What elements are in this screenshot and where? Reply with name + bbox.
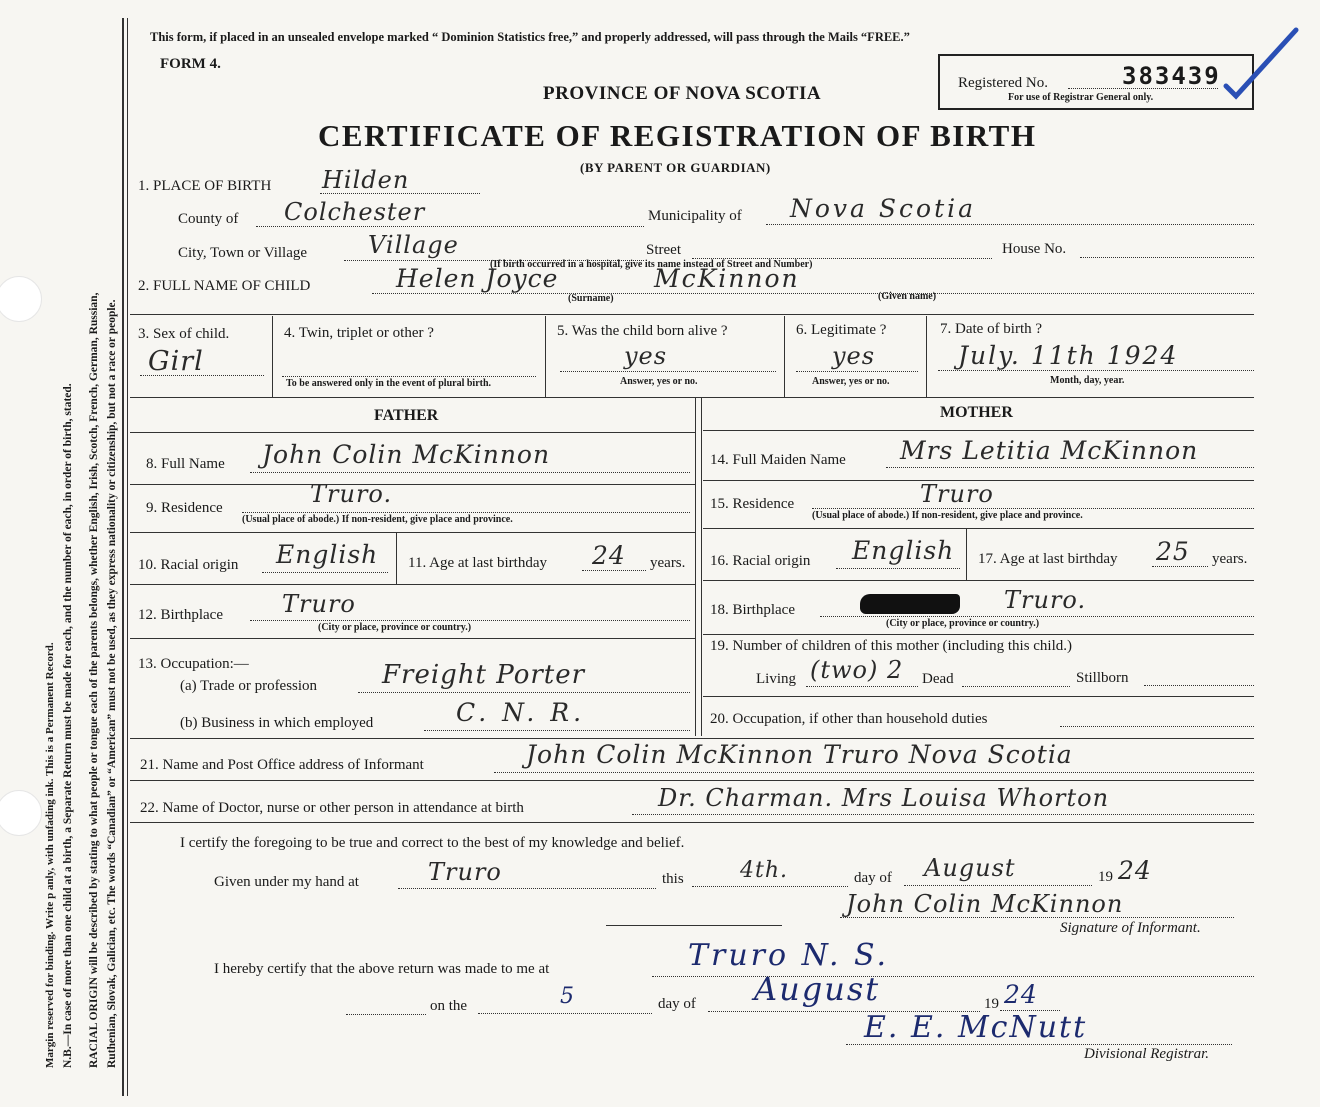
rule-child-2 <box>545 316 546 398</box>
registrar-month-value: August <box>754 970 881 1008</box>
rule-mother-6 <box>703 696 1254 697</box>
mother-birthplace-note: (City or place, province or country.) <box>886 618 1040 629</box>
rule-father-1 <box>130 432 695 433</box>
father-occupation-label: 13. Occupation:— <box>138 656 249 672</box>
born-alive-line <box>560 371 776 372</box>
doctor-line <box>632 814 1254 815</box>
father-residence-note: (Usual place of abode.) If non-resident, give place and province. <box>242 514 513 525</box>
registrar-signature-line <box>846 1044 1232 1045</box>
registrar-text: I hereby certify that the above return was made to me at <box>214 961 550 977</box>
informant-line <box>494 772 1254 773</box>
dob-label: 7. Date of birth ? <box>940 321 1043 337</box>
given-name-note: (Given name) <box>878 291 937 302</box>
dead-label: Dead <box>922 671 954 687</box>
stillborn-label: Stillborn <box>1076 670 1129 686</box>
city-label: City, Town or Village <box>178 245 308 261</box>
child-name-label: 2. FULL NAME OF CHILD <box>138 278 311 294</box>
rule-mother-3 <box>703 528 1254 529</box>
given-label: Given under my hand at <box>214 874 359 890</box>
mail-notice: This form, if placed in an unsealed envelope marked “ Dominion Statistics free,” and properly addressed, will pass through the Mails “FREE.” <box>150 30 910 44</box>
informant-label: 21. Name and Post Office address of Informant <box>140 757 424 773</box>
sex-value: Girl <box>148 346 204 377</box>
signature-rule-left <box>606 925 782 926</box>
father-race-label: 10. Racial origin <box>138 557 239 573</box>
father-birthplace-value: Truro <box>282 590 356 618</box>
given-place-value: Truro <box>428 858 502 886</box>
father-trade-value: Freight Porter <box>382 660 586 690</box>
mother-age-value: 25 <box>1156 537 1190 566</box>
margin-note-2: N.B.—In case of more than one child at a birth, a Separate Return must be made for each, and the number of each, in order of birth, stated. <box>62 383 74 1068</box>
registrar-place-value: Truro N. S. <box>688 938 890 973</box>
mother-occupation-label: 20. Occupation, if other than household duties <box>710 711 988 727</box>
municipality-label: Municipality of <box>648 208 742 224</box>
margin-note-4: Ruthenian, Slovak, Galician, etc. The words “Canadian” or “American” must not be used, as they express nationality or citizenship, but not a race or people. <box>106 299 118 1068</box>
rule-informant-bottom <box>130 780 1254 781</box>
given-dayof-label: day of <box>854 870 892 886</box>
rule-center-a <box>695 398 696 736</box>
margin-rule-outer <box>122 18 124 1096</box>
mother-occupation-line <box>1060 726 1254 727</box>
form-number: FORM 4. <box>160 56 221 72</box>
margin-note-1: Margin reserved for binding. Write p anly, with unfading ink. This is a Permanent Record. <box>44 642 56 1068</box>
father-years-label: years. <box>650 555 686 571</box>
father-name-label: 8. Full Name <box>146 456 225 472</box>
father-name-line <box>250 472 690 473</box>
registrar-on-label: on the <box>430 998 468 1014</box>
given-year-value: 24 <box>1118 856 1152 885</box>
father-trade-line <box>358 692 690 693</box>
father-business-line <box>424 730 690 731</box>
mother-birthplace-label: 18. Birthplace <box>710 602 795 618</box>
rule-child-1 <box>272 316 273 398</box>
place-of-birth-line <box>320 193 480 194</box>
rule-mother-4 <box>703 580 1254 581</box>
father-age-line <box>582 570 646 571</box>
rule-father-3 <box>130 532 695 533</box>
informant-value: John Colin McKinnon Truro Nova Scotia <box>526 740 1073 769</box>
living-line <box>806 686 918 687</box>
check-mark-icon <box>1222 24 1302 104</box>
registrar-signature-label: Divisional Registrar. <box>1084 1046 1210 1062</box>
mother-residence-note: (Usual place of abode.) If non-resident, give place and province. <box>812 510 1083 521</box>
sex-label: 3. Sex of child. <box>138 326 230 342</box>
registrar-note: For use of Registrar General only. <box>1008 92 1154 103</box>
twin-label: 4. Twin, triplet or other ? <box>284 325 434 341</box>
informant-signature-label: Signature of Informant. <box>1060 920 1201 936</box>
rule-child-3 <box>784 316 785 398</box>
father-race-value: English <box>276 540 379 569</box>
county-value: Colchester <box>284 198 426 226</box>
given-month-line <box>904 885 1092 886</box>
legitimate-note: Answer, yes or no. <box>812 376 890 387</box>
given-day-line <box>692 886 848 887</box>
page-subtitle: (BY PARENT OR GUARDIAN) <box>580 160 771 175</box>
province-heading: PROVINCE OF NOVA SCOTIA <box>543 83 822 104</box>
municipality-line <box>766 224 1254 225</box>
legitimate-value: yes <box>832 342 876 370</box>
mother-race-value: English <box>852 536 955 565</box>
mother-residence-value: Truro <box>920 480 994 508</box>
child-surname: McKinnon <box>654 264 800 293</box>
born-alive-label: 5. Was the child born alive ? <box>557 323 728 339</box>
given-year-prefix: 19 <box>1098 869 1113 885</box>
given-this-label: this <box>662 871 684 887</box>
place-of-birth-value: Hilden <box>322 166 410 194</box>
rule-mother-5 <box>703 634 1254 635</box>
given-day-value: 4th. <box>740 858 788 883</box>
rule-center-b <box>701 398 702 736</box>
county-line <box>256 226 644 227</box>
mother-age-label: 17. Age at last birthday <box>978 551 1118 567</box>
registrar-day-value: 5 <box>560 984 575 1009</box>
father-heading: FATHER <box>374 407 439 424</box>
registered-number: 383439 <box>1122 62 1221 90</box>
county-label: County of <box>178 211 239 227</box>
hospital-note: (If birth occurred in a hospital, give its name instead of Street and Number) <box>490 259 813 270</box>
father-residence-label: 9. Residence <box>146 500 223 516</box>
registrar-on-line-left <box>346 1014 426 1015</box>
city-value: Village <box>368 231 459 259</box>
children-count-label: 19. Number of children of this mother (including this child.) <box>710 638 1073 654</box>
rule-father-2 <box>130 484 695 485</box>
registrar-place-line <box>652 976 1254 977</box>
father-birthplace-label: 12. Birthplace <box>138 607 223 623</box>
father-name-value: John Colin McKinnon <box>262 440 551 469</box>
dob-value: July. 11th 1924 <box>958 341 1179 370</box>
registrar-dayof-label: day of <box>658 996 696 1012</box>
binding-hole-top <box>0 276 42 322</box>
living-label: Living <box>756 671 796 687</box>
child-name-line <box>372 293 1254 294</box>
margin-note-3: RACIAL ORIGIN will be described by stating to what people or tongue each of the parents belongs, whether English, Irish, Scotch, French, German, Russian, <box>88 292 100 1068</box>
legitimate-line <box>796 371 918 372</box>
surname-note: (Surname) <box>568 293 614 304</box>
twin-line <box>282 376 536 377</box>
rule-father-5 <box>130 638 695 639</box>
father-business-value: C. N. R. <box>456 698 586 727</box>
father-residence-line <box>242 512 690 513</box>
mother-race-label: 16. Racial origin <box>710 553 811 569</box>
house-line <box>1080 257 1254 258</box>
mother-birthplace-line <box>820 616 1254 617</box>
father-business-label: (b) Business in which employed <box>180 715 374 731</box>
given-place-line <box>398 888 656 889</box>
house-label: House No. <box>1002 241 1067 257</box>
child-given-name: Helen Joyce <box>396 264 559 293</box>
rule-mother-1 <box>703 430 1254 431</box>
certify-text: I certify the foregoing to be true and correct to the best of my knowledge and belief. <box>180 835 685 851</box>
rule-mother-race-age <box>966 528 967 580</box>
rule-father-4 <box>130 584 695 585</box>
registered-dots <box>1068 88 1218 89</box>
stillborn-line <box>1144 685 1254 686</box>
father-birthplace-line <box>250 620 690 621</box>
legitimate-label: 6. Legitimate ? <box>796 322 887 338</box>
mother-residence-line <box>812 508 1254 509</box>
doctor-value: Dr. Charman. Mrs Louisa Whorton <box>658 784 1110 812</box>
municipality-value: Nova Scotia <box>790 194 977 223</box>
born-alive-note: Answer, yes or no. <box>620 376 698 387</box>
sex-line <box>140 375 264 376</box>
born-alive-value: yes <box>624 342 668 370</box>
redaction-mark <box>860 594 960 614</box>
dob-line <box>938 370 1254 371</box>
registrar-day-line <box>478 1013 652 1014</box>
binding-hole-bottom <box>0 790 42 836</box>
page-title: CERTIFICATE OF REGISTRATION OF BIRTH <box>318 118 1037 153</box>
mother-age-line <box>1152 566 1208 567</box>
rule-parents-bottom <box>130 738 1254 739</box>
living-value: (two) 2 <box>810 656 904 684</box>
registrar-signature: E. E. McNutt <box>864 1010 1088 1045</box>
informant-signature: John Colin McKinnon <box>846 890 1124 918</box>
father-race-line <box>262 572 388 573</box>
place-of-birth-label: 1. PLACE OF BIRTH <box>138 178 272 194</box>
rule-father-race-age <box>396 532 397 584</box>
registrar-year-value: 24 <box>1004 980 1038 1009</box>
mother-name-line <box>886 467 1254 468</box>
rule-doctor-bottom <box>130 822 1254 823</box>
dead-line <box>962 686 1070 687</box>
mother-heading: MOTHER <box>940 404 1013 421</box>
mother-name-label: 14. Full Maiden Name <box>710 452 846 468</box>
twin-note: To be answered only in the event of plural birth. <box>286 378 492 389</box>
father-birthplace-note: (City or place, province or country.) <box>318 622 472 633</box>
given-month-value: August <box>924 854 1016 882</box>
registered-label: Registered No. <box>958 75 1048 91</box>
rule-child-top <box>130 314 1254 315</box>
father-age-label: 11. Age at last birthday <box>408 555 547 571</box>
rule-child-bottom <box>130 397 1254 398</box>
mother-birthplace-value: Truro. <box>1004 586 1087 614</box>
mother-race-line <box>836 568 960 569</box>
street-label: Street <box>646 242 681 258</box>
mother-residence-label: 15. Residence <box>710 496 795 512</box>
father-residence-value: Truro. <box>310 480 393 508</box>
rule-child-4 <box>926 316 927 398</box>
father-trade-label: (a) Trade or profession <box>180 678 318 694</box>
informant-signature-line <box>840 917 1234 918</box>
mother-years-label: years. <box>1212 551 1248 567</box>
mother-name-value: Mrs Letitia McKinnon <box>900 436 1199 465</box>
registrar-year-prefix: 19 <box>984 996 999 1012</box>
dob-note: Month, day, year. <box>1050 375 1125 386</box>
father-age-value: 24 <box>592 541 626 570</box>
doctor-label: 22. Name of Doctor, nurse or other person in attendance at birth <box>140 800 524 816</box>
margin-rule-inner <box>127 18 128 1096</box>
